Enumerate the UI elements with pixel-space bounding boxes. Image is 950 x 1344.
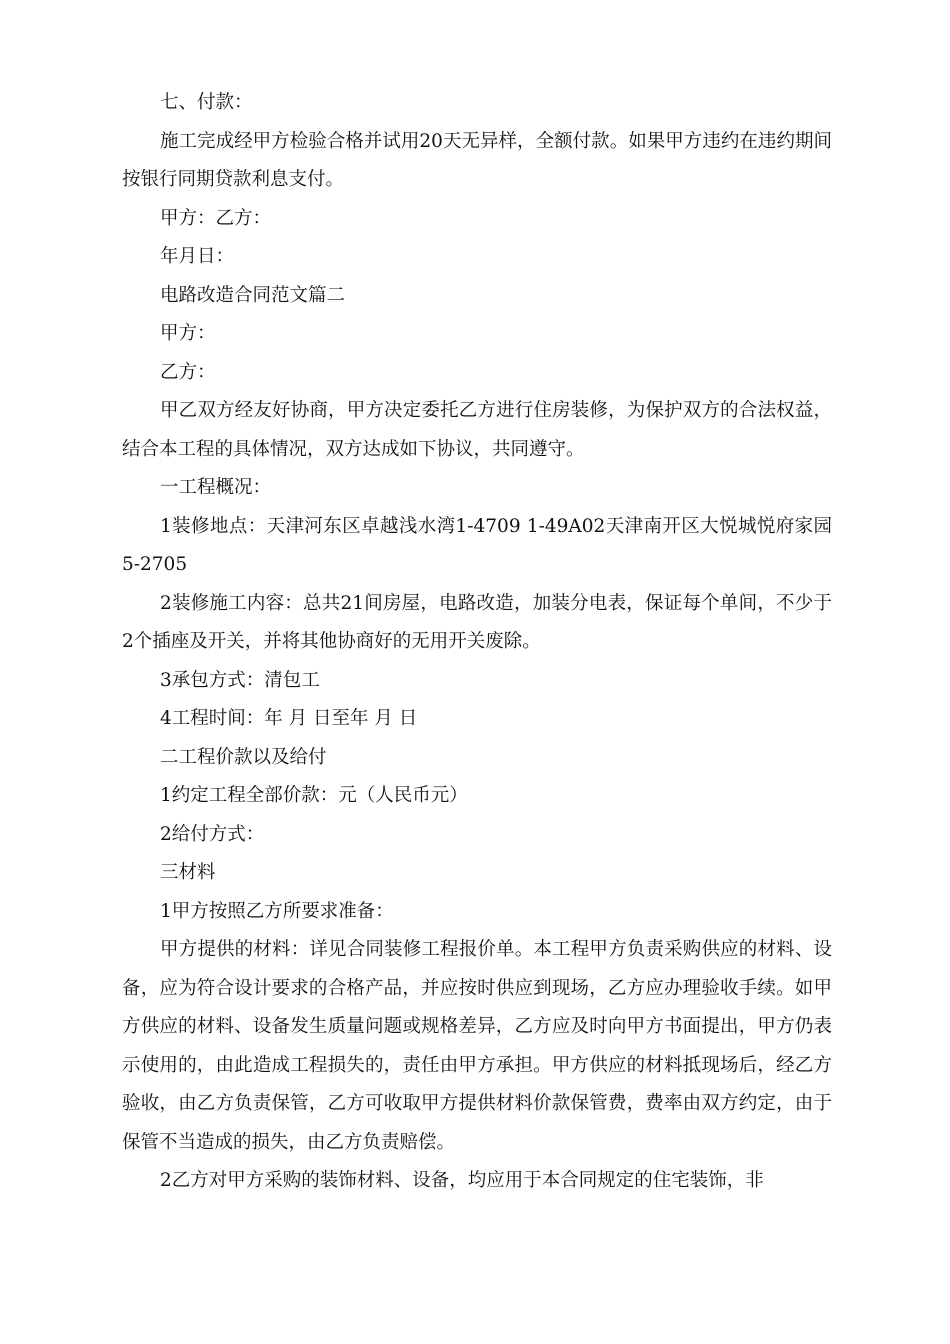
item-project-time: 4工程时间：年 月 日至年 月 日 xyxy=(160,708,418,729)
item-construction-content: 2装修施工内容：总共21间房屋，电路改造，加装分电表，保证每个单间，不少于2个插座及开关，并将其他协商好的无用开关废除。 xyxy=(122,592,832,652)
party-a-line: 甲方： xyxy=(160,323,216,344)
section-heading-project-overview: 一工程概况： xyxy=(160,477,272,498)
section-heading-payment: 七、付款： xyxy=(160,92,253,113)
item-materials-usage: 2乙方对甲方采购的装饰材料、设备，均应用于本合同规定的住宅装饰，非 xyxy=(160,1170,764,1191)
paragraph-materials-detail: 甲方提供的材料：详见合同装修工程报价单。本工程甲方负责采购供应的材料、设备，应为符合设计要求的合格产品，并应按时供应到现场，乙方应办理验收手续。如甲方供应的材料、设备发生质量问题或规格差异，乙方应及时向甲方书面提出，甲方仍表示使用的，由此造成工程损失的，责任由甲方承担。甲方供应的材料抵现场后，经乙方验收，由乙方负责保管，乙方可收取甲方提供材料价款保管费，费率由双方约定，由于保管不当造成的损失，由乙方负责赔偿。 xyxy=(122,939,832,1153)
paragraph-agreement-intro: 甲乙双方经友好协商，甲方决定委托乙方进行住房装修，为保护双方的合法权益，结合本工程的具体情况，双方达成如下协议，共同遵守。 xyxy=(122,400,832,460)
item-contract-method: 3承包方式：清包工 xyxy=(160,669,320,691)
contract-title-part-two: 电路改造合同范文篇二 xyxy=(160,284,346,306)
section-heading-materials: 三材料 xyxy=(160,862,216,883)
paragraph-payment-terms: 施工完成经甲方检验合格并试用20天无异样，全额付款。如果甲方违约在违约期间按银行同期贷款利息支付。 xyxy=(122,130,832,190)
party-b-line: 乙方： xyxy=(160,361,216,383)
date-line: 年月日： xyxy=(160,246,235,267)
item-payment-method: 2给付方式： xyxy=(160,823,265,845)
item-total-price: 1约定工程全部价款：元（人民币元） xyxy=(160,785,468,806)
item-location: 1装修地点：天津河东区卓越浅水湾1-4709 1-49A02天津南开区大悦城悦府家园5-2705 xyxy=(122,515,832,575)
section-heading-price-payment: 二工程价款以及给付 xyxy=(160,746,327,768)
signature-parties-line: 甲方：乙方： xyxy=(160,207,272,229)
document-body xyxy=(122,84,832,1201)
item-materials-prep: 1甲方按照乙方所要求准备： xyxy=(160,900,394,922)
